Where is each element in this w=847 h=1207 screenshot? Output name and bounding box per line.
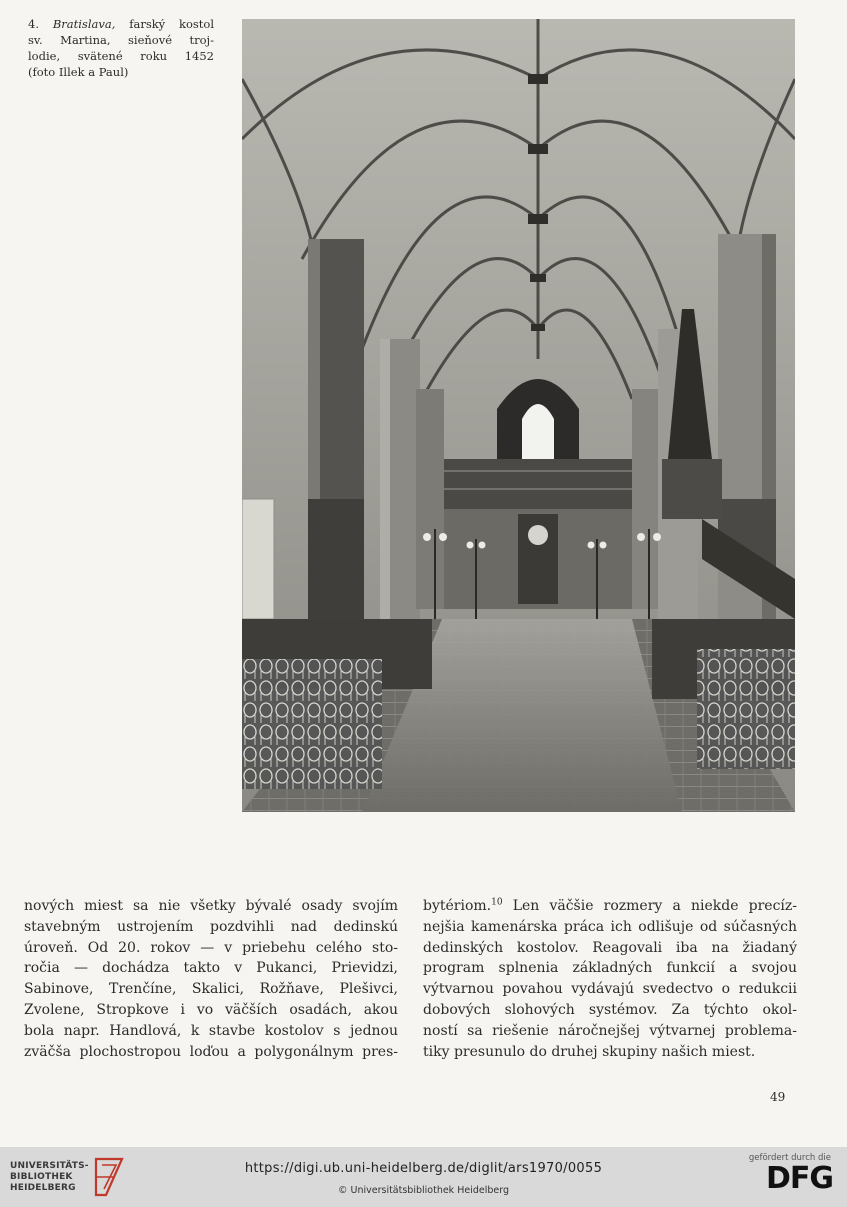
text-line: nových miest sa nie všetky bývalé osady svojím	[24, 898, 398, 914]
footnote-reference[interactable]: 10	[491, 897, 503, 908]
dfg-logo: DFG	[765, 1161, 833, 1196]
photo-rendering	[242, 19, 795, 812]
dfg-funding-badge[interactable]	[743, 1153, 833, 1201]
text-line: dedinských kostolov. Reagovali iba na žiadaný	[423, 939, 797, 956]
figure-caption	[28, 16, 214, 80]
caption-line: lodie, svätené roku 1452	[28, 49, 214, 63]
copyright-notice: © Universitätsbibliothek Heidelberg	[337, 1185, 509, 1196]
text-line: nejšia kamenárska práca ich odlišuje od súčasných	[423, 918, 797, 935]
text-line: ností sa riešenie náročnejšej výtvarnej problema-	[423, 1022, 797, 1039]
text-line: stavebným ustrojením pozdvihli nad dedinskú	[24, 918, 398, 935]
text-line: dobových slohových systémov. Za týchto okol-	[423, 1001, 797, 1018]
body-text-right-column	[423, 896, 797, 1062]
text-line	[423, 896, 797, 917]
text-line: výtvarnou povahou vydávajú svedectvo o redukcii	[423, 981, 797, 998]
logo-line: HEIDELBERG	[10, 1183, 76, 1193]
caption-number: 4.	[28, 17, 39, 31]
text-line: tiky presunulo do druhej skupiny našich miest.	[423, 1043, 756, 1060]
text-fragment: bytériom.	[423, 898, 492, 914]
body-text-left-column	[24, 896, 398, 1062]
page-number: 49	[770, 1090, 786, 1104]
text-line: ročia — dochádza takto v Pukanci, Prievidzi,	[24, 960, 398, 977]
caption-line	[28, 16, 214, 32]
viewer-footer	[0, 1147, 847, 1207]
text-line: bola napr. Handlová, k stavbe kostolov s jednou	[24, 1022, 398, 1039]
caption-text: farský kostol	[129, 17, 215, 31]
text-fragment: Len väčšie rozmery a niekde precíz-	[502, 898, 797, 914]
logo-line: UNIVERSITÄTS-	[10, 1161, 89, 1171]
logo-line: BIBLIOTHEK	[10, 1172, 73, 1182]
caption-line: sv. Martina, sieňové troj-	[28, 33, 214, 47]
caption-place: Bratislava,	[52, 17, 116, 31]
church-interior-photo	[242, 19, 795, 812]
text-line: úroveň. Od 20. rokov — v priebehu celého sto-	[24, 939, 398, 956]
caption-line: (foto Illek a Paul)	[28, 65, 129, 79]
text-line: program splnenia základných funkcií a svojou	[423, 960, 797, 977]
document-url-link[interactable]: https://digi.ub.uni-heidelberg.de/diglit/ars1970/0055	[244, 1161, 603, 1176]
text-line: Sabinove, Trenčíne, Skalici, Rožňave, Plešivci,	[24, 981, 398, 998]
funding-caption: gefördert durch die	[748, 1153, 831, 1163]
text-line: zväčša plochostropou loďou a polygonálnym pres-	[24, 1043, 398, 1060]
text-line: Zvolene, Stropkove i vo väčších osadách, akou	[24, 1001, 398, 1018]
